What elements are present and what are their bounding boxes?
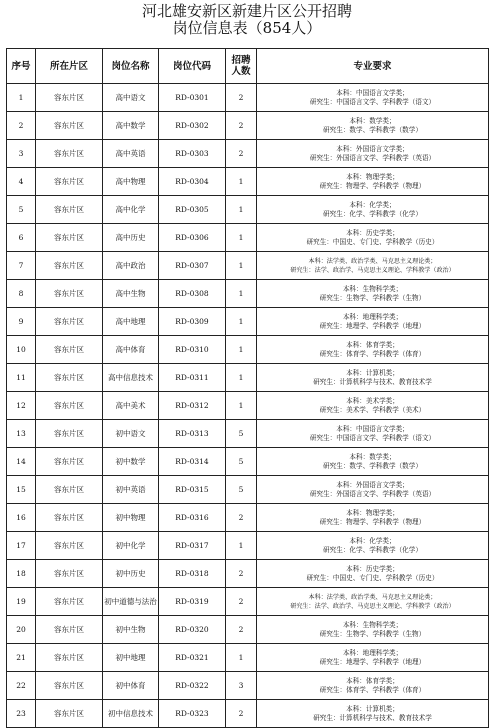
cell-position: 高中美术 <box>103 392 159 420</box>
cell-code: RD-0303 <box>159 140 226 168</box>
cell-code: RD-0320 <box>159 616 226 644</box>
cell-position: 高中信息技术 <box>103 364 159 392</box>
cell-no: 3 <box>7 140 36 168</box>
requirement-line: 本科：中国语言文学类； <box>336 88 409 97</box>
cell-position: 高中历史 <box>103 224 159 252</box>
cell-area: 容东片区 <box>36 196 103 224</box>
cell-area: 容东片区 <box>36 224 103 252</box>
table-row <box>7 560 489 588</box>
header-area: 所在片区 <box>36 49 103 84</box>
requirement-line: 研究生：物理学、学科教学（物理） <box>319 181 426 190</box>
cell-position: 初中道德与法治 <box>103 588 159 616</box>
cell-requirement <box>257 196 489 224</box>
requirement-line: 本科：地理科学类； <box>342 648 403 657</box>
cell-count: 1 <box>226 224 257 252</box>
requirement-line: 研究生：法学、政治学、马克思主义理论、学科教学（政治） <box>290 266 455 274</box>
requirement-line: 本科：数学类； <box>349 452 396 461</box>
cell-area: 容东片区 <box>36 560 103 588</box>
header-code: 岗位代码 <box>159 49 226 84</box>
requirement-line: 研究生：中国语言文学、学科教学（语文） <box>309 97 436 106</box>
cell-position: 初中历史 <box>103 560 159 588</box>
cell-position: 初中语文 <box>103 420 159 448</box>
header-requirement: 专业要求 <box>257 49 489 84</box>
cell-no: 2 <box>7 112 36 140</box>
requirement-line: 本科：计算机类； <box>346 704 399 713</box>
requirement-line: 本科：物理学类； <box>346 508 399 517</box>
cell-count: 1 <box>226 532 257 560</box>
cell-area: 容东片区 <box>36 476 103 504</box>
requirement-line: 本科：美术学类； <box>346 396 399 405</box>
cell-position: 高中物理 <box>103 168 159 196</box>
requirement-line: 研究生：法学、政治学、马克思主义理论、学科教学（政治） <box>290 602 455 610</box>
table-header-row <box>7 49 489 84</box>
cell-no: 20 <box>7 616 36 644</box>
cell-requirement <box>257 644 489 672</box>
cell-code: RD-0312 <box>159 392 226 420</box>
cell-count: 2 <box>226 616 257 644</box>
requirement-line: 本科：化学类； <box>349 200 396 209</box>
cell-no: 22 <box>7 672 36 700</box>
cell-count: 1 <box>226 364 257 392</box>
requirement-line: 本科：外国语言文学类； <box>336 144 409 153</box>
cell-count: 1 <box>226 168 257 196</box>
cell-area: 容东片区 <box>36 84 103 112</box>
cell-code: RD-0317 <box>159 532 226 560</box>
cell-area: 容东片区 <box>36 588 103 616</box>
cell-position: 初中物理 <box>103 504 159 532</box>
requirement-line: 本科：计算机类； <box>346 368 399 377</box>
table-row <box>7 168 489 196</box>
requirement-line: 本科：生物科学类； <box>342 620 403 629</box>
cell-no: 14 <box>7 448 36 476</box>
cell-count: 1 <box>226 644 257 672</box>
cell-position: 初中信息技术 <box>103 700 159 728</box>
cell-code: RD-0316 <box>159 504 226 532</box>
table-row <box>7 616 489 644</box>
cell-no: 23 <box>7 700 36 728</box>
table-row <box>7 392 489 420</box>
cell-code: RD-0321 <box>159 644 226 672</box>
cell-code: RD-0305 <box>159 196 226 224</box>
table-row <box>7 364 489 392</box>
cell-area: 容东片区 <box>36 504 103 532</box>
cell-position: 高中政治 <box>103 252 159 280</box>
requirement-line: 本科：历史学类； <box>346 564 399 573</box>
cell-requirement <box>257 392 489 420</box>
cell-count: 1 <box>226 308 257 336</box>
cell-count: 2 <box>226 112 257 140</box>
cell-position: 初中英语 <box>103 476 159 504</box>
header-position: 岗位名称 <box>103 49 159 84</box>
cell-count: 5 <box>226 420 257 448</box>
cell-area: 容东片区 <box>36 420 103 448</box>
cell-count: 2 <box>226 504 257 532</box>
cell-no: 15 <box>7 476 36 504</box>
requirement-line: 研究生：中国史、专门史、学科教学（历史） <box>306 237 439 246</box>
cell-position: 初中体育 <box>103 672 159 700</box>
cell-requirement <box>257 448 489 476</box>
cell-count: 5 <box>226 448 257 476</box>
requirement-line: 本科：外国语言文学类； <box>336 480 409 489</box>
requirement-line: 研究生：体育学、学科教学（体育） <box>319 349 426 358</box>
cell-area: 容东片区 <box>36 672 103 700</box>
requirement-line: 本科：法学类、政治学类、马克思主义理论类； <box>308 593 437 601</box>
requirement-line: 研究生：外国语言文学、学科教学（英语） <box>309 153 436 162</box>
requirement-line: 本科：物理学类； <box>346 172 399 181</box>
requirement-line: 研究生：中国语言文学、学科教学（语文） <box>309 433 436 442</box>
cell-position: 初中数学 <box>103 448 159 476</box>
cell-area: 容东片区 <box>36 308 103 336</box>
table-row <box>7 196 489 224</box>
table-row <box>7 84 489 112</box>
cell-area: 容东片区 <box>36 252 103 280</box>
cell-requirement <box>257 224 489 252</box>
cell-requirement <box>257 504 489 532</box>
cell-requirement <box>257 420 489 448</box>
cell-count: 2 <box>226 588 257 616</box>
cell-code: RD-0301 <box>159 84 226 112</box>
cell-area: 容东片区 <box>36 700 103 728</box>
cell-count: 3 <box>226 672 257 700</box>
cell-count: 1 <box>226 392 257 420</box>
requirement-line: 研究生：中国史、专门史、学科教学（历史） <box>306 573 439 582</box>
cell-area: 容东片区 <box>36 168 103 196</box>
header-count: 招聘人数 <box>226 49 257 84</box>
cell-count: 1 <box>226 280 257 308</box>
cell-area: 容东片区 <box>36 644 103 672</box>
table-row <box>7 588 489 616</box>
cell-requirement <box>257 252 489 280</box>
cell-area: 容东片区 <box>36 112 103 140</box>
table-row <box>7 420 489 448</box>
requirement-line: 本科：体育学类； <box>346 676 399 685</box>
cell-requirement <box>257 532 489 560</box>
requirement-line: 研究生：地理学、学科教学（地理） <box>319 321 426 330</box>
cell-position: 高中生物 <box>103 280 159 308</box>
table-row <box>7 308 489 336</box>
title-line-1: 河北雄安新区新建片区公开招聘 <box>141 2 352 20</box>
cell-requirement <box>257 560 489 588</box>
cell-area: 容东片区 <box>36 532 103 560</box>
cell-no: 13 <box>7 420 36 448</box>
table-row <box>7 252 489 280</box>
cell-area: 容东片区 <box>36 364 103 392</box>
table-row <box>7 448 489 476</box>
cell-requirement <box>257 280 489 308</box>
cell-count: 1 <box>226 336 257 364</box>
requirement-line: 研究生：生物学、学科教学（生物） <box>319 629 426 638</box>
cell-requirement <box>257 336 489 364</box>
cell-count: 2 <box>226 140 257 168</box>
cell-requirement <box>257 616 489 644</box>
table-row <box>7 504 489 532</box>
cell-requirement <box>257 140 489 168</box>
cell-code: RD-0323 <box>159 700 226 728</box>
cell-position: 初中地理 <box>103 644 159 672</box>
cell-code: RD-0311 <box>159 364 226 392</box>
cell-count: 1 <box>226 252 257 280</box>
cell-requirement <box>257 308 489 336</box>
requirement-line: 研究生：化学、学科教学（化学） <box>323 209 422 218</box>
cell-requirement <box>257 672 489 700</box>
requirement-line: 本科：中国语言文学类； <box>336 424 409 433</box>
cell-no: 17 <box>7 532 36 560</box>
table-row <box>7 140 489 168</box>
cell-no: 12 <box>7 392 36 420</box>
cell-requirement <box>257 84 489 112</box>
cell-no: 18 <box>7 560 36 588</box>
requirement-line: 研究生：计算机科学与技术、教育技术学 <box>313 377 432 386</box>
cell-count: 2 <box>226 560 257 588</box>
cell-code: RD-0318 <box>159 560 226 588</box>
requirement-line: 本科：生物科学类； <box>342 284 403 293</box>
table-row <box>7 336 489 364</box>
cell-no: 7 <box>7 252 36 280</box>
cell-requirement <box>257 700 489 728</box>
cell-code: RD-0302 <box>159 112 226 140</box>
requirement-line: 研究生：生物学、学科教学（生物） <box>319 293 426 302</box>
table-row <box>7 280 489 308</box>
cell-requirement <box>257 112 489 140</box>
cell-position: 高中英语 <box>103 140 159 168</box>
cell-position: 高中语文 <box>103 84 159 112</box>
cell-count: 2 <box>226 700 257 728</box>
requirement-line: 研究生：计算机科学与技术、教育技术学 <box>313 713 432 722</box>
requirement-line: 本科：法学类、政治学类、马克思主义理论类； <box>308 257 437 265</box>
requirement-line: 研究生：物理学、学科教学（物理） <box>319 517 426 526</box>
cell-code: RD-0309 <box>159 308 226 336</box>
requirement-line: 研究生：外国语言文学、学科教学（英语） <box>309 489 436 498</box>
cell-position: 初中生物 <box>103 616 159 644</box>
cell-no: 4 <box>7 168 36 196</box>
cell-position: 高中体育 <box>103 336 159 364</box>
cell-area: 容东片区 <box>36 280 103 308</box>
header-no: 序号 <box>7 49 36 84</box>
cell-requirement <box>257 364 489 392</box>
table-row <box>7 700 489 728</box>
cell-area: 容东片区 <box>36 336 103 364</box>
requirement-line: 本科：体育学类； <box>346 340 399 349</box>
cell-no: 9 <box>7 308 36 336</box>
cell-requirement <box>257 168 489 196</box>
cell-position: 初中化学 <box>103 532 159 560</box>
requirement-line: 研究生：化学、学科教学（化学） <box>323 545 422 554</box>
cell-code: RD-0304 <box>159 168 226 196</box>
cell-no: 11 <box>7 364 36 392</box>
cell-count: 2 <box>226 84 257 112</box>
cell-requirement <box>257 476 489 504</box>
cell-code: RD-0306 <box>159 224 226 252</box>
positions-table <box>6 48 489 728</box>
title-line-2: 岗位信息表（854人） <box>172 19 322 37</box>
cell-code: RD-0313 <box>159 420 226 448</box>
cell-area: 容东片区 <box>36 448 103 476</box>
cell-position: 高中地理 <box>103 308 159 336</box>
requirement-line: 本科：历史学类； <box>346 228 399 237</box>
requirement-line: 研究生：数学、学科教学（数学） <box>323 461 422 470</box>
table-row <box>7 644 489 672</box>
cell-code: RD-0319 <box>159 588 226 616</box>
cell-no: 5 <box>7 196 36 224</box>
requirement-line: 研究生：数学、学科教学（数学） <box>323 125 422 134</box>
cell-no: 19 <box>7 588 36 616</box>
cell-area: 容东片区 <box>36 392 103 420</box>
cell-code: RD-0314 <box>159 448 226 476</box>
table-row <box>7 224 489 252</box>
requirement-line: 本科：化学类； <box>349 536 396 545</box>
table-row <box>7 476 489 504</box>
cell-no: 1 <box>7 84 36 112</box>
cell-code: RD-0307 <box>159 252 226 280</box>
cell-area: 容东片区 <box>36 616 103 644</box>
cell-count: 5 <box>226 476 257 504</box>
cell-no: 21 <box>7 644 36 672</box>
document-title <box>0 0 494 37</box>
requirement-line: 研究生：地理学、学科教学（地理） <box>319 657 426 666</box>
cell-code: RD-0315 <box>159 476 226 504</box>
cell-code: RD-0310 <box>159 336 226 364</box>
requirement-line: 本科：数学类； <box>349 116 396 125</box>
requirement-line: 研究生：美术学、学科教学（美术） <box>319 405 426 414</box>
cell-area: 容东片区 <box>36 140 103 168</box>
cell-no: 8 <box>7 280 36 308</box>
table-row <box>7 532 489 560</box>
cell-requirement <box>257 588 489 616</box>
table-row <box>7 672 489 700</box>
cell-count: 1 <box>226 196 257 224</box>
cell-no: 10 <box>7 336 36 364</box>
table-body <box>7 84 489 728</box>
cell-code: RD-0308 <box>159 280 226 308</box>
requirement-line: 本科：地理科学类； <box>342 312 403 321</box>
cell-no: 16 <box>7 504 36 532</box>
cell-position: 高中数学 <box>103 112 159 140</box>
cell-no: 6 <box>7 224 36 252</box>
cell-position: 高中化学 <box>103 196 159 224</box>
requirement-line: 研究生：体育学、学科教学（体育） <box>319 685 426 694</box>
cell-code: RD-0322 <box>159 672 226 700</box>
table-row <box>7 112 489 140</box>
